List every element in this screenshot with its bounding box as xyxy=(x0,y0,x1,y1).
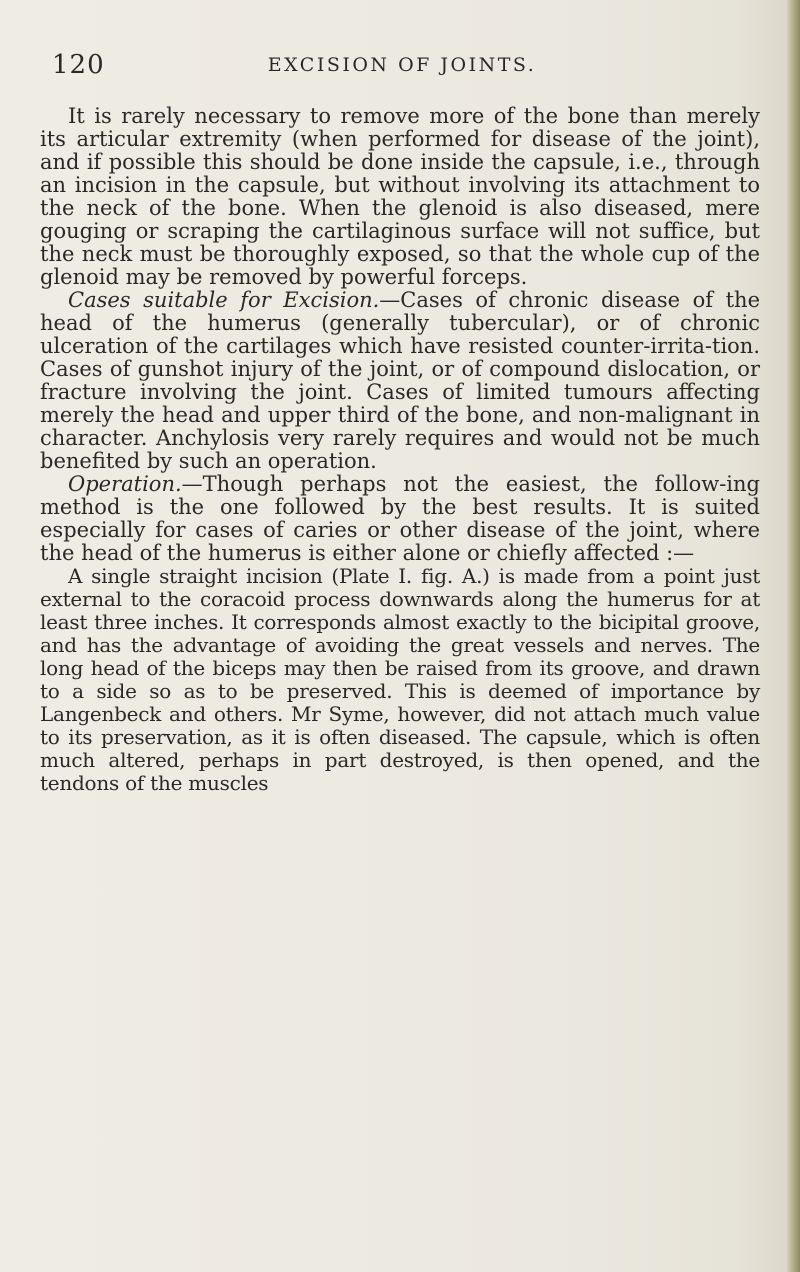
body-text xyxy=(40,105,760,795)
paragraph-operation-text: —Though perhaps not the easiest, the follow-ing method is the one followed by the best results. It is suited especially for cases of caries or other disease of the joint, where the head of the humerus is either alone or chiefly affected :— xyxy=(40,472,760,565)
section-heading-operation: Operation. xyxy=(68,472,182,496)
paragraph-incision-text: A single straight incision (Plate I. fig. A.) is made from a point just external to the coracoid process downwards along the humerus for at least three inches. It corresponds almost exactly to the bicipital groove, and has the advantage of avoiding the great vessels and nerves. The long head of the biceps may then be raised from its groove, and drawn to a side so as to be preserved. This is deemed of importance by Langenbeck and others. Mr Syme, however, did not attach much value to its preservation, as it is often diseased. The capsule, which is often much altered, perhaps in part destroyed, is then opened, and the tendons of the muscles xyxy=(40,564,760,795)
page-header xyxy=(52,50,752,90)
paragraph-intro-text: It is rarely necessary to remove more of the bone than merely its articular extremity (when performed for disease of the joint), and if possible this should be done inside the capsule, i.e., through an incision in the capsule, but without involving its attachment to the neck of the bone. When the glenoid is also diseased, mere gouging or scraping the cartilaginous surface will not suffice, but the neck must be thoroughly exposed, so that the whole cup of the glenoid may be removed by powerful forceps. xyxy=(40,104,760,289)
page-edge-shadow xyxy=(786,0,800,1272)
paragraph-cases-suitable-text: —Cases of chronic disease of the head of the humerus (generally tubercular), or of chronic ulceration of the cartilages which have resisted counter-irrita-tion. Cases of gunshot injury of the joint, or of compound dislocation, or fracture involving the joint. Cases of limited tumours affecting merely the head and upper third of the bone, and non-malignant in character. Anchylosis very rarely requires and would not be much benefited by such an operation. xyxy=(40,288,760,473)
section-heading-cases-suitable: Cases suitable for Excision. xyxy=(68,288,380,312)
paragraph-intro xyxy=(40,105,760,289)
paragraph-operation xyxy=(40,473,760,565)
paragraph-cases-suitable xyxy=(40,289,760,473)
page-number: 120 xyxy=(52,50,105,80)
paragraph-incision xyxy=(40,565,760,795)
running-head: EXCISION OF JOINTS. xyxy=(267,54,537,76)
